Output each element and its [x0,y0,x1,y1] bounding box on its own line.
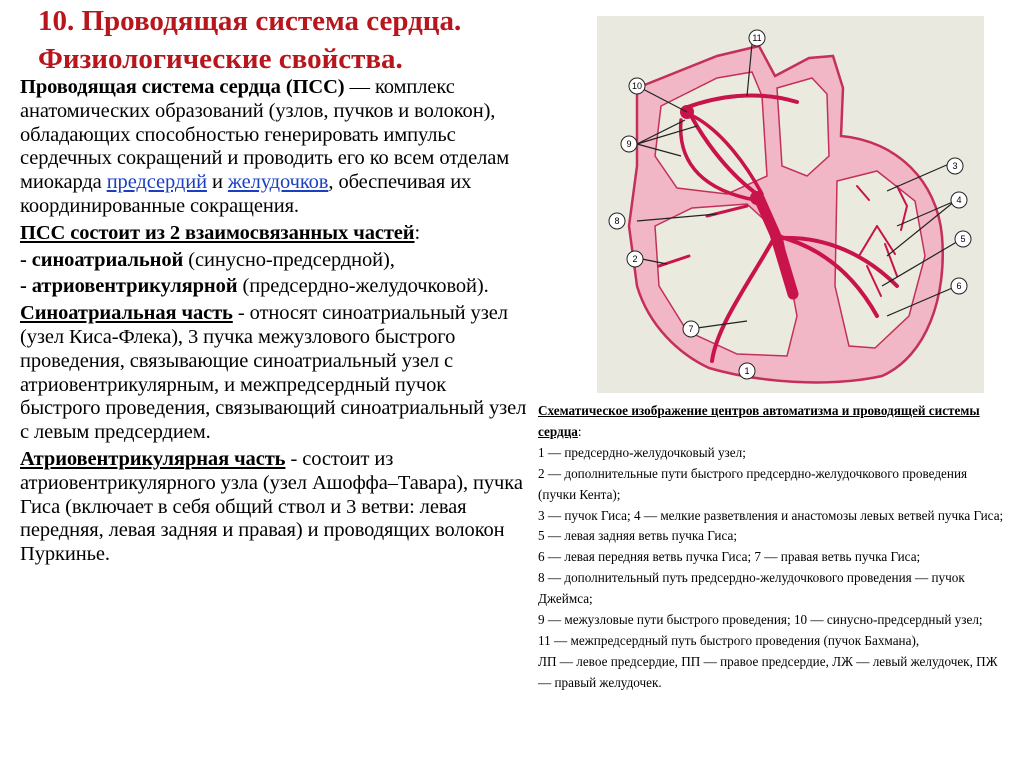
title-line-2: Физиологические свойства. [38,43,403,75]
sinoatrial-paragraph: Синоатриальная часть - относят синоатриальный узел (узел Киса-Флека), 3 пучка межузлового быстрого проведения, связывающие синоатриальный узел с атриовентрикулярным, и межпредсердный пучок быстрого проведения, связывающий синоатриальный узел с левым предсердием. [20,302,527,444]
label-4-text: 4 [956,195,962,205]
intro-paragraph: Проводящая система сердца (ПСС) — комплекс анатомических образований (узлов, пучков и волокон), обладающих способностью генерировать импульс сердечных сокращений и проводить его ко всем отделам миокарда предсердий и желудочков, обеспечивая их координированные сокращения. [20,76,510,217]
label-7-text: 7 [688,324,694,334]
heart-illustration [597,16,984,393]
parts-heading: ПСС состоит из 2 взаимосвязанных частей: [20,221,421,244]
label-9 [621,136,637,152]
caption-title: Схематическое изображение центров автоматизма и проводящей системы сердца: [538,403,980,439]
label-8 [609,213,625,229]
label-6 [951,278,967,294]
label-5-text: 5 [960,234,966,244]
caption-line: 3 — пучок Гиса; 4 — мелкие разветвления и анастомозы левых ветвей пучка Гиса; 5 — левая задняя ветвь пучка Гиса; [538,507,1004,544]
atrioventricular-heading: Атриовентрикулярная часть [20,447,286,470]
intro-term: Проводящая система сердца (ПСС) [20,76,345,98]
label-2-text: 2 [632,254,638,264]
link-ventricles[interactable]: желудочков [227,171,329,194]
caption-line: 2 — дополнительные пути быстрого предсердно-желудочкового проведения (пучки Кента); [538,465,968,502]
caption-line: 11 — межпредсердный путь быстрого проведения (пучок Бахмана), [538,632,920,648]
label-6-text: 6 [956,281,962,291]
label-11-text: 11 [752,33,762,43]
parts-item-atrioventricular: - атриовентрикулярной (предсердно-желудочковой). [20,275,489,298]
parts-item-sinoatrial: - синоатриальной (синусно-предсердной), [20,248,395,271]
label-11 [749,30,765,46]
link-atria[interactable]: предсердий [106,171,207,194]
sinoatrial-heading: Синоатриальная часть [20,302,233,325]
label-4 [951,192,967,208]
label-7 [683,321,699,337]
label-2 [627,251,643,267]
right-atrium-cavity [777,78,829,176]
heart-conduction-diagram [597,16,984,393]
label-10-text: 10 [631,81,643,91]
label-3 [947,158,963,174]
label-10 [629,78,645,94]
label-3-text: 3 [952,161,958,171]
label-1-text: 1 [744,366,750,376]
label-1 [739,363,755,379]
label-9-text: 9 [626,139,632,149]
caption-line: 8 — дополнительный путь предсердно-желудочкового проведения — пучок Джеймса; [538,570,965,607]
figure-caption [538,401,1008,694]
caption-line: 9 — межузловые пути быстрого проведения; 10 — синусно-предсердный узел; [538,612,983,628]
label-5 [955,231,971,247]
atrioventricular-node [750,191,764,205]
caption-line: 6 — левая передняя ветвь пучка Гиса; 7 — правая ветвь пучка Гиса; [538,549,921,565]
caption-line: 1 — предсердно-желудочковый узел; [538,444,746,460]
atrioventricular-paragraph: Атриовентрикулярная часть - состоит из атриовентрикулярного узла (узел Ашоффа–Тавара), пучка Гиса (включает в себя общий ствол и 3 ветви: левая передняя, левая задняя и правая) и проводящих волокон Пуркинье. [20,447,523,566]
label-8-text: 8 [614,216,620,226]
caption-line: ЛП — левое предсердие, ПП — правое предсердие, ЛЖ — левый желудочек, ПЖ — правый желудочек. [538,653,998,690]
slide-title [38,2,598,78]
main-text [20,76,528,570]
title-line-1: 10. Проводящая система сердца. [38,5,462,37]
